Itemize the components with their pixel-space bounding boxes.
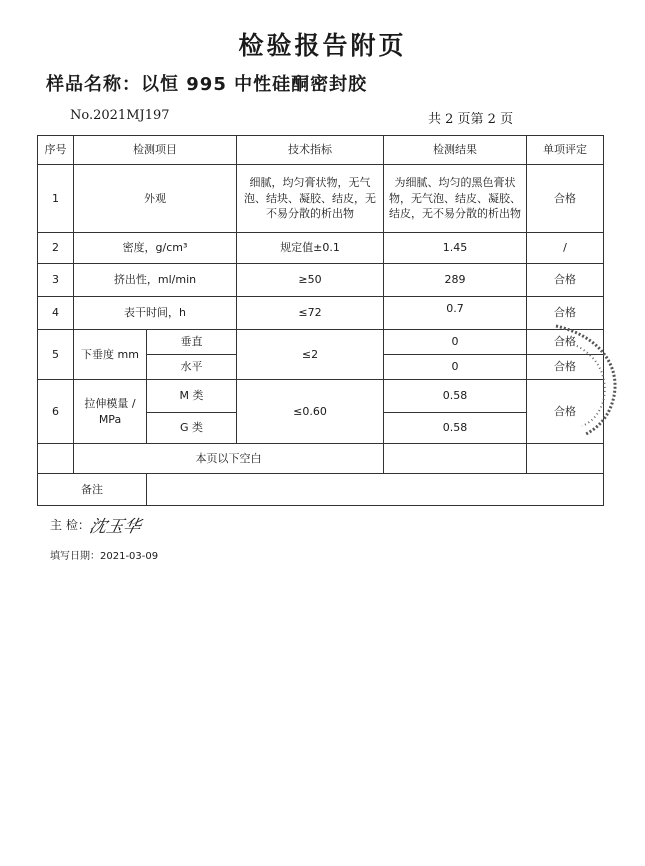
table-row [38,264,604,297]
page-count: 共 2 页第 2 页 [428,112,514,127]
row3-item: 挤出性，ml/min [74,264,237,297]
blank-verdict-cell [527,444,604,474]
row6-verdict: 合格 [527,380,604,444]
row4-result: 0.7 [384,297,527,330]
table-row [38,165,604,233]
header-item: 检测项目 [74,136,237,165]
row4-seq: 4 [38,297,74,330]
row2-result: 1.45 [384,233,527,264]
row5-sub-horizontal: 水平 [147,355,237,380]
remarks-row [38,474,604,506]
row3-spec: ≥50 [237,264,384,297]
header-spec: 技术指标 [237,136,384,165]
row2-seq: 2 [38,233,74,264]
row4-spec: ≤72 [237,297,384,330]
row5-seq: 5 [38,330,74,380]
row4-item: 表干时间，h [74,297,237,330]
table-row [38,380,604,413]
row3-seq: 3 [38,264,74,297]
row2-item: 密度，g/cm³ [74,233,237,264]
row5-verdict-horizontal: 合格 [527,355,604,380]
row6-result-m: 0.58 [384,380,527,413]
row1-seq: 1 [38,165,74,233]
table-row [38,233,604,264]
inspector-signature: 沈玉华 [87,517,143,537]
row6-seq: 6 [38,380,74,444]
page-title: 检验报告附页 [238,31,407,60]
table-row [38,297,604,330]
row5-spec: ≤2 [237,330,384,380]
row1-spec: 细腻，均匀膏状物，无气泡、结块、凝胶、结皮，无不易分散的析出物 [237,165,384,233]
row3-verdict: 合格 [527,264,604,297]
inspection-table [37,135,604,506]
table-header-row [38,136,604,165]
table-row [38,330,604,355]
row6-spec: ≤0.60 [237,380,384,444]
header-seq: 序号 [38,136,74,165]
row3-result: 289 [384,264,527,297]
row5-result-vertical: 0 [384,330,527,355]
row5-verdict-vertical: 合格 [527,330,604,355]
table-row [38,444,604,474]
blank-seq-cell [38,444,74,474]
inspector-label: 主 检： [50,518,90,532]
header-verdict: 单项评定 [527,136,604,165]
row1-verdict: 合格 [527,165,604,233]
remarks-label: 备注 [38,474,147,506]
row6-result-g: 0.58 [384,413,527,444]
row1-result: 为细腻、均匀的黑色膏状物，无气泡、结皮、凝胶、结皮，无不易分散的析出物 [384,165,527,233]
row2-verdict: / [527,233,604,264]
row1-item: 外观 [74,165,237,233]
row6-sub-m: M 类 [147,380,237,413]
row5-item: 下垂度 mm [74,330,147,380]
fill-date: 填写日期：2021-03-09 [50,551,159,562]
row5-result-horizontal: 0 [384,355,527,380]
report-number: No.2021MJ197 [70,108,170,123]
row2-spec: 规定值±0.1 [237,233,384,264]
row6-item: 拉伸模量 / MPa [74,380,147,444]
row5-sub-vertical: 垂直 [147,330,237,355]
sample-name: 样品名称：以恒 995 中性硅酮密封胶 [46,74,368,95]
blank-result-cell [384,444,527,474]
row4-verdict: 合格 [527,297,604,330]
header-result: 检测结果 [384,136,527,165]
blank-note: 本页以下空白 [74,444,384,474]
remarks-value [147,474,604,506]
row6-sub-g: G 类 [147,413,237,444]
